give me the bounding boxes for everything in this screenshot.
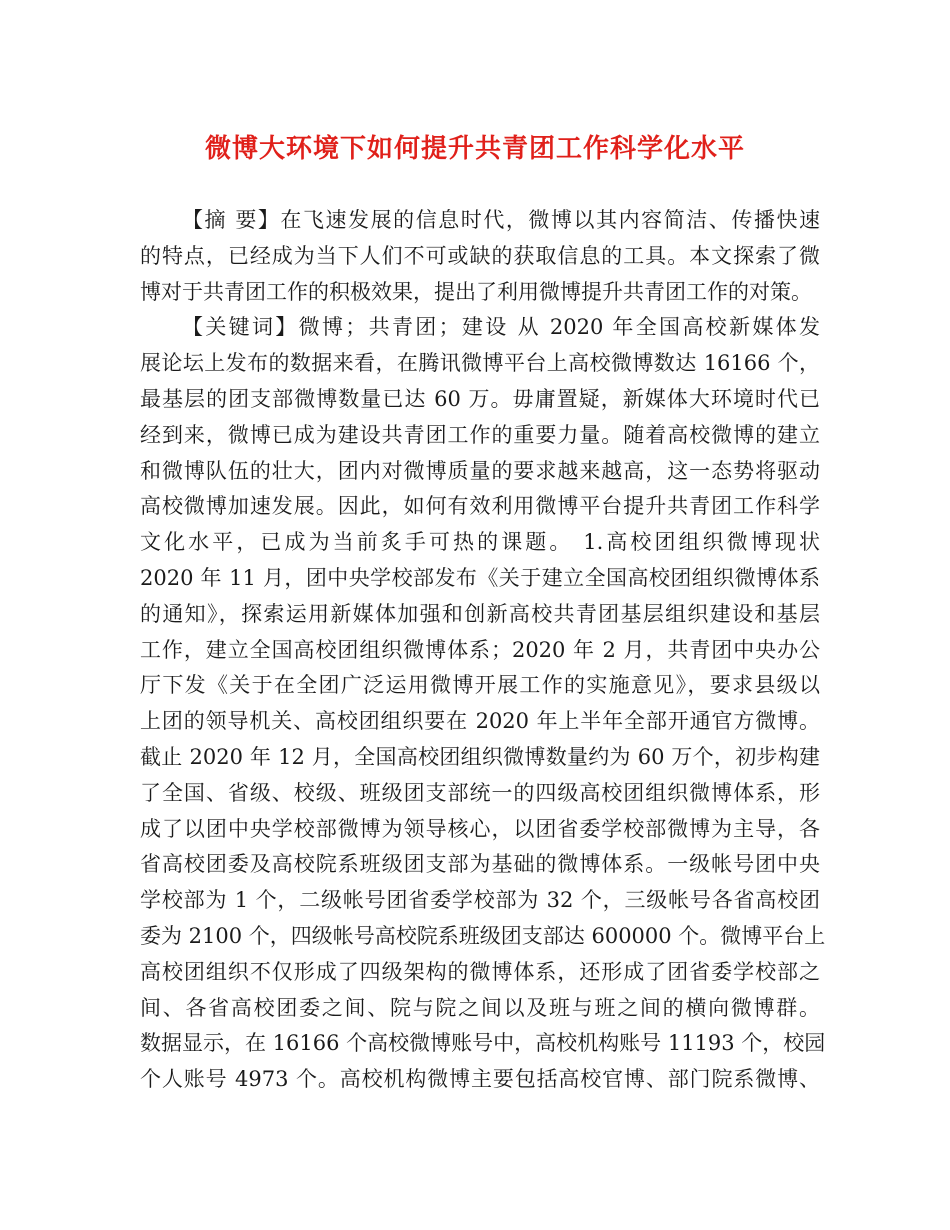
text-line: 的通知》，探索运用新媒体加强和创新高校共青团基层组织建设和基层: [140, 601, 820, 626]
text-line: 的特点，已经成为当下人们不可或缺的获取信息的工具。本文探索了微: [140, 243, 820, 268]
text-line: 工作，建立全国高校团组织微博体系；2020 年 2 月，共青团中央办公: [140, 637, 820, 662]
document-body: [140, 203, 826, 1098]
text-line: 了全国、省级、校级、班级团支部统一的四级高校团组织微博体系，形: [140, 780, 820, 805]
text-line: 个人账号 4973 个。高校机构微博主要包括高校官博、部门院系微博、: [140, 1067, 820, 1092]
text-line: 成了以团中央学校部微博为领导核心，以团省委学校部微博为主导，各: [140, 816, 820, 841]
text-line: 截止 2020 年 12 月，全国高校团组织微博数量约为 60 万个，初步构建: [140, 744, 820, 769]
text-line: 厅下发《关于在全团广泛运用微博开展工作的实施意见》，要求县级以: [140, 673, 820, 698]
text-line: 间、各省高校团委之间、院与院之间以及班与班之间的横向微博群。: [140, 995, 820, 1020]
text-line: 数据显示，在 16166 个高校微博账号中，高校机构账号 11193 个，校园: [140, 1031, 826, 1056]
text-line: 【摘 要】在飞速发展的信息时代，微博以其内容简洁、传播快速: [182, 208, 820, 232]
text-line: 学校部为 1 个，二级帐号团省委学校部为 32 个，三级帐号各省高校团: [140, 888, 820, 913]
text-line: 委为 2100 个，四级帐号高校院系班级团支部达 600000 个。微博平台上: [140, 923, 826, 948]
document-title: 微博大环境下如何提升共青团工作科学化水平: [204, 134, 745, 164]
text-line: 展论坛上发布的数据来看，在腾讯微博平台上高校微博数达 16166 个，: [140, 351, 820, 376]
text-line: 高校微博加速发展。因此，如何有效利用微博平台提升共青团工作科学: [140, 494, 820, 519]
text-line: 省高校团委及高校院系班级团支部为基础的微博体系。一级帐号团中央: [140, 852, 820, 877]
text-line: 经到来，微博已成为建设共青团工作的重要力量。随着高校微博的建立: [140, 422, 820, 447]
text-line: 【关键词】微博；共青团；建设 从 2020 年全国高校新媒体发: [182, 315, 820, 340]
text-line: 和微博队伍的壮大，团内对微博质量的要求越来越高，这一态势将驱动: [140, 458, 820, 483]
text-line: 文化水平，已成为当前炙手可热的课题。 1.高校团组织微博现状: [140, 530, 820, 555]
text-line: 高校团组织不仅形成了四级架构的微博体系，还形成了团省委学校部之: [140, 959, 820, 984]
text-line: 博对于共青团工作的积极效果，提出了利用微博提升共青团工作的对策。: [140, 279, 812, 304]
text-line: 最基层的团支部微博数量已达 60 万。毋庸置疑，新媒体大环境时代已: [140, 386, 820, 411]
text-line: 上团的领导机关、高校团组织要在 2020 年上半年全部开通官方微博。: [140, 709, 820, 734]
text-line: 2020 年 11 月，团中央学校部发布《关于建立全国高校团组织微博体系: [140, 565, 820, 590]
